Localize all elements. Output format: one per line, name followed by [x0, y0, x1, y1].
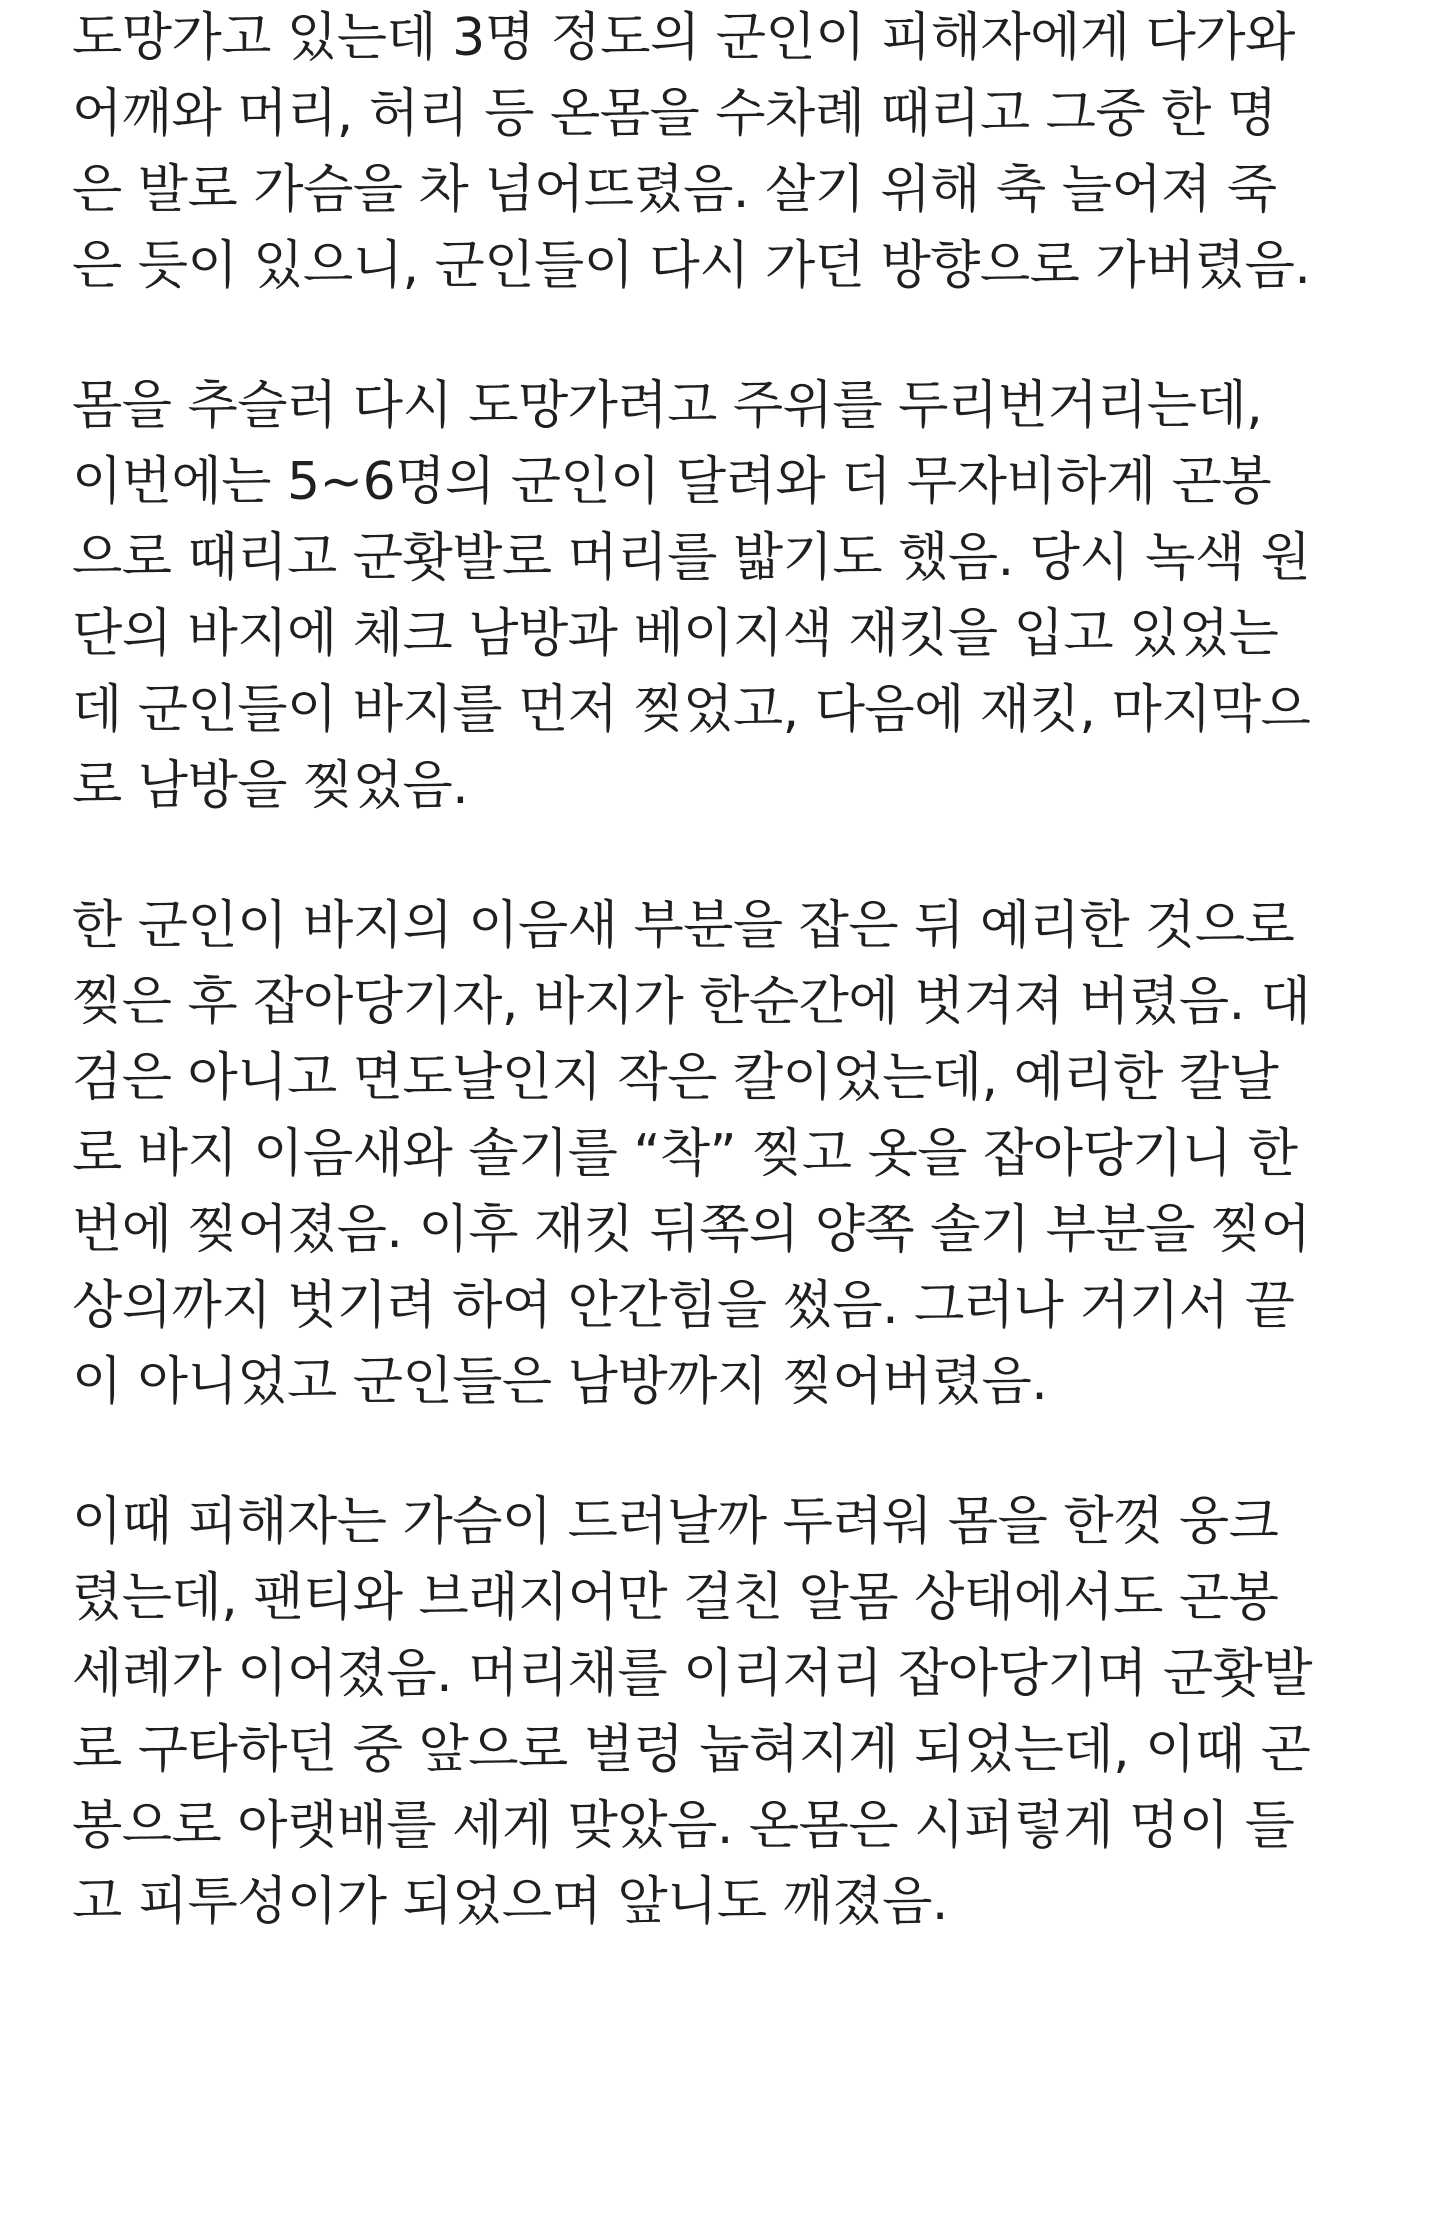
text-line: 은 듯이 있으니, 군인들이 다시 가던 방향으로 가버렸음.	[72, 236, 1311, 296]
text-line: 찢은 후 잡아당기자, 바지가 한순간에 벗겨져 버렸음. 대	[72, 972, 1311, 1032]
text-line: 도망가고 있는데 3명 정도의 군인이 피해자에게 다가와	[72, 8, 1295, 68]
text-line: 몸을 추슬러 다시 도망가려고 주위를 두리번거리는데,	[72, 376, 1263, 436]
text-line: 한 군인이 바지의 이음새 부분을 잡은 뒤 예리한 것으로	[72, 896, 1295, 956]
text-line: 이번에는 5~6명의 군인이 달려와 더 무자비하게 곤봉	[72, 452, 1272, 512]
text-line: 로 구타하던 중 앞으로 벌렁 눕혀지게 되었는데, 이때 곤	[72, 1720, 1311, 1780]
text-line: 검은 아니고 면도날인지 작은 칼이었는데, 예리한 칼날	[72, 1048, 1279, 1108]
paragraph-2	[72, 368, 1372, 824]
text-line: 고 피투성이가 되었으며 앞니도 깨졌음.	[72, 1872, 948, 1932]
text-line: 상의까지 벗기려 하여 안간힘을 썼음. 그러나 거기서 끝	[72, 1276, 1295, 1336]
text-line: 봉으로 아랫배를 세게 맞았음. 온몸은 시퍼렇게 멍이 들	[72, 1796, 1295, 1856]
paragraph-spacer	[72, 824, 1372, 888]
paragraph-4	[72, 1484, 1372, 1940]
paragraph-1	[72, 0, 1372, 304]
text-line: 단의 바지에 체크 남방과 베이지색 재킷을 입고 있었는	[72, 604, 1279, 664]
text-line: 으로 때리고 군홧발로 머리를 밟기도 했음. 당시 녹색 원	[72, 528, 1311, 588]
text-line: 번에 찢어졌음. 이후 재킷 뒤쪽의 양쪽 솔기 부분을 찢어	[72, 1200, 1311, 1260]
text-line: 데 군인들이 바지를 먼저 찢었고, 다음에 재킷, 마지막으	[72, 680, 1311, 740]
text-line: 로 남방을 찢었음.	[72, 756, 469, 816]
text-line: 로 바지 이음새와 솔기를 “착” 찢고 옷을 잡아당기니 한	[72, 1124, 1298, 1184]
text-line: 이 아니었고 군인들은 남방까지 찢어버렸음.	[72, 1352, 1048, 1412]
text-line: 이때 피해자는 가슴이 드러날까 두려워 몸을 한껏 웅크	[72, 1492, 1279, 1552]
text-line: 은 발로 가슴을 차 넘어뜨렸음. 살기 위해 축 늘어져 죽	[72, 160, 1277, 220]
paragraph-spacer	[72, 1420, 1372, 1484]
paragraph-3	[72, 888, 1372, 1420]
paragraph-spacer	[72, 304, 1372, 368]
text-line: 세례가 이어졌음. 머리채를 이리저리 잡아당기며 군홧발	[72, 1644, 1313, 1704]
text-line: 어깨와 머리, 허리 등 온몸을 수차례 때리고 그중 한 명	[72, 84, 1277, 144]
text-line: 렸는데, 팬티와 브래지어만 걸친 알몸 상태에서도 곤봉	[72, 1568, 1279, 1628]
